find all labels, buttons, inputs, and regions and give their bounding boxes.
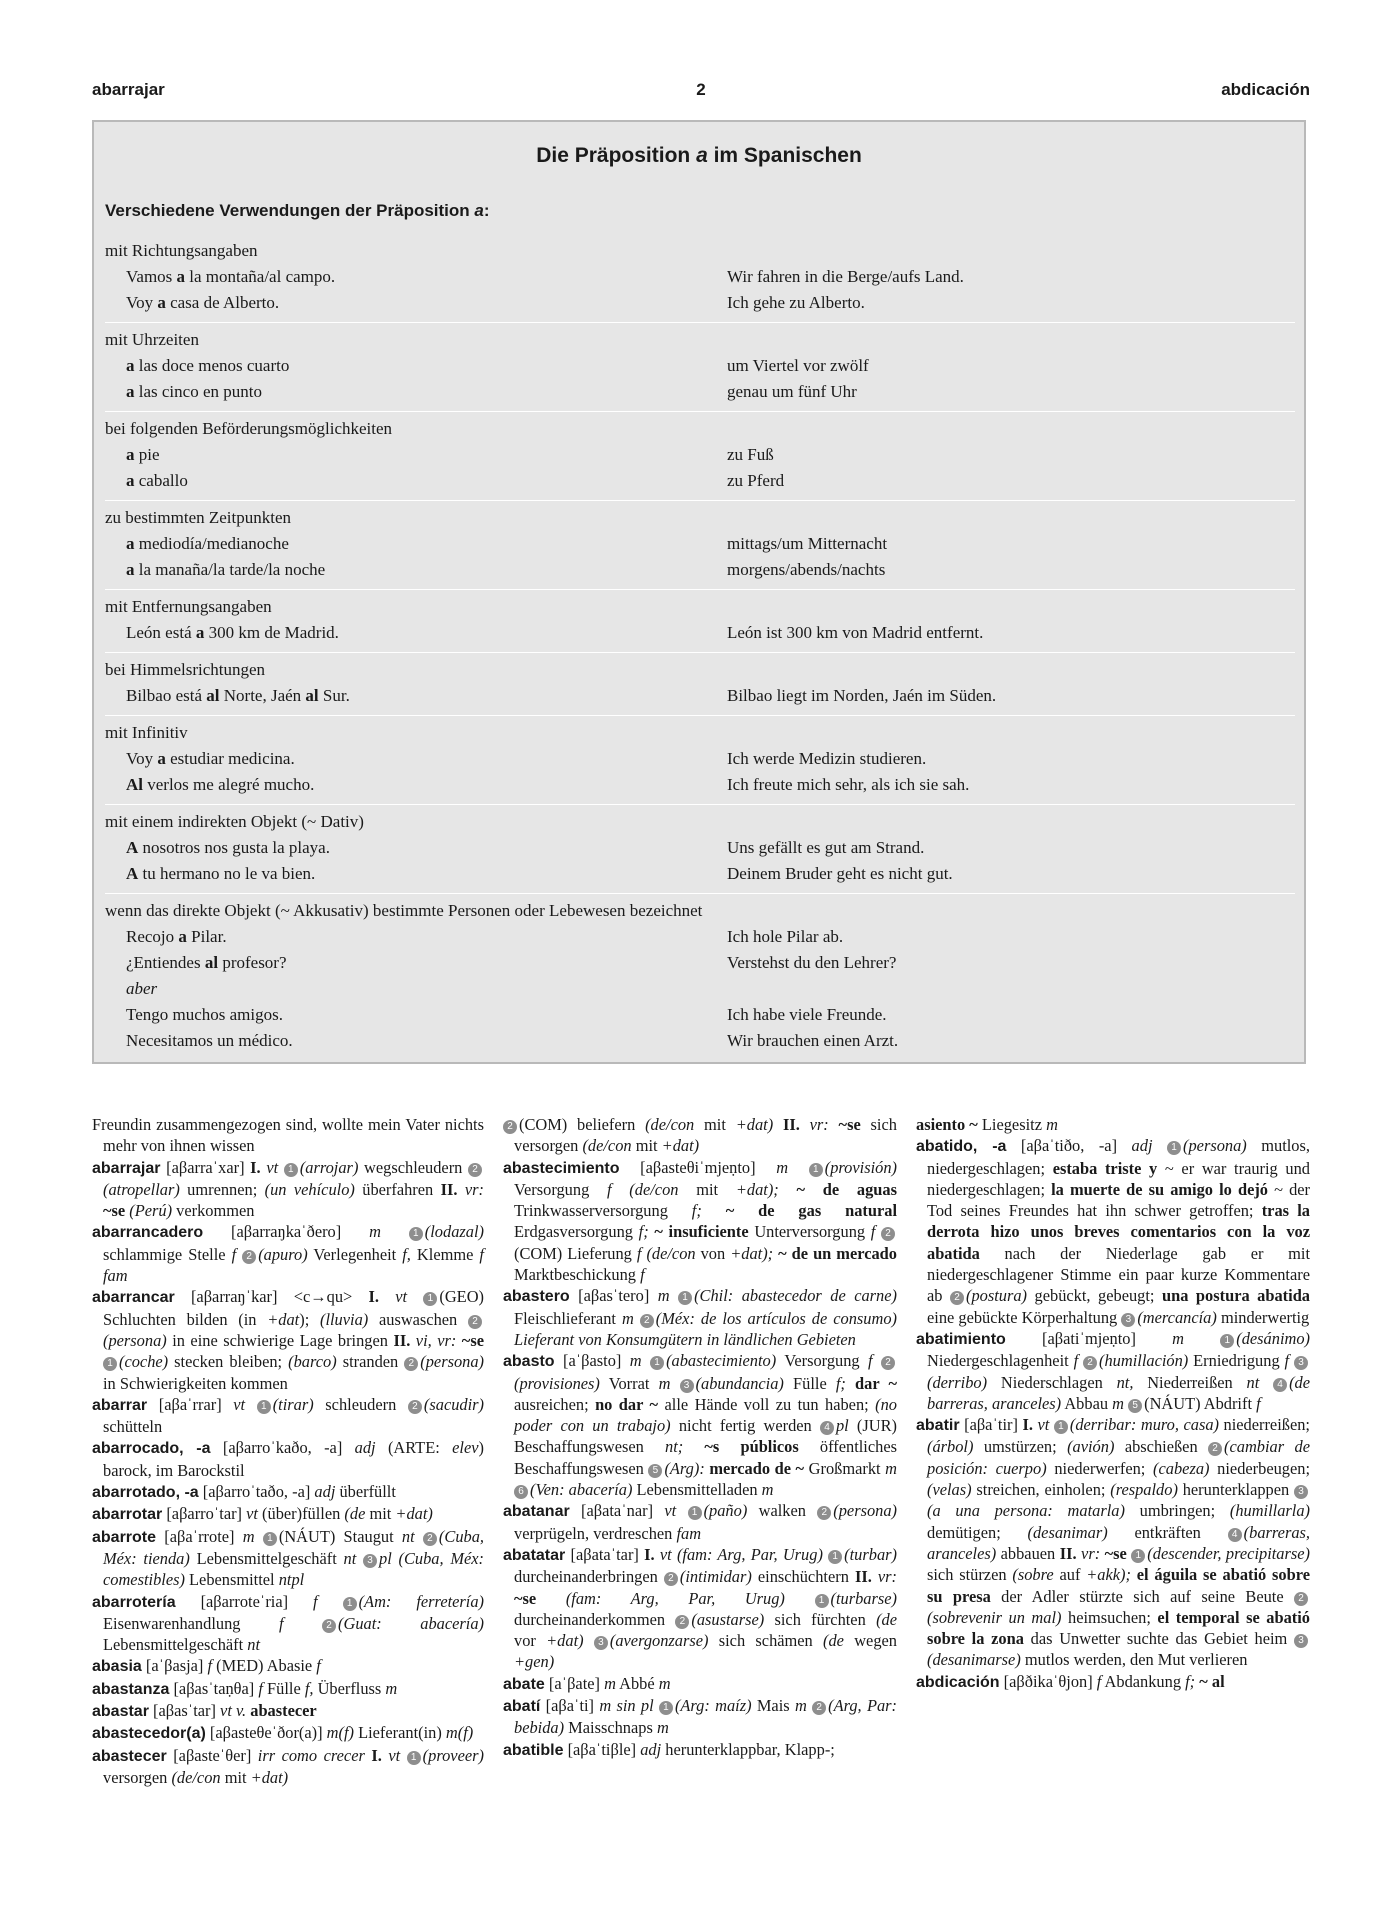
example-row <box>105 976 1295 1002</box>
dictionary-entry: abatatar [aβataˈtar] I. vt (fam: Arg, Par, Urug) 1 (turbar) durcheinanderbringen 2 (intimidar) einschüchtern II. vr: ~se (fam: Arg, Par, Urug) 1 (turbarse) durcheinanderkommen 2 (asustarse) sich fürchten (de vor +dat) 3 (avergonzarse) sich schämen (de wegen +gen) <box>503 1544 897 1672</box>
german-translation: Deinem Bruder geht es nicht gut. <box>727 864 953 883</box>
german-translation: Ich hole Pilar ab. <box>727 927 844 946</box>
dictionary-entry: 2 (COM) beliefern (de/con mit +dat) II. vr: ~se sich versorgen (de/con mit +dat) <box>503 1114 897 1157</box>
dictionary-entry: abatanar [aβataˈnar] vt 1 (paño) walken 2 (persona) verprügeln, verdreschen fam <box>503 1501 898 1543</box>
spanish-example: Necesitamos un médico. <box>126 1031 293 1050</box>
example-row <box>105 353 1295 379</box>
example-row <box>105 950 1295 976</box>
german-translation: Uns gefällt es gut am Strand. <box>727 838 925 857</box>
german-translation: Ich freute mich sehr, als ich sie sah. <box>727 775 970 794</box>
usage-group <box>105 893 1295 1054</box>
usage-heading: wenn das direkte Objekt (~ Akkusativ) bestimmte Personen oder Lebewesen bezeichnet <box>105 901 703 920</box>
german-translation: mittags/um Mitternacht <box>727 534 888 553</box>
usage-group <box>105 715 1295 798</box>
example-row <box>105 290 1295 316</box>
spanish-example: León está a 300 km de Madrid. <box>126 623 339 642</box>
usage-heading: mit einem indirekten Objekt (~ Dativ) <box>105 812 364 831</box>
dictionary-entry: abarrote [aβaˈrrote] m 1 (NÁUT) Staugut nt 2 (Cuba, Méx: tienda) Lebensmittelgeschäft nt 3 pl (Cuba, Méx: comestibles) Lebensmittel ntpl <box>92 1526 484 1590</box>
dictionary-entry: abarrancadero [aβarraŋkaˈðero] m 1 (lodazal) schlammige Stelle f 2 (apuro) Verlegenheit f, Klemme f fam <box>92 1222 484 1286</box>
usage-heading: zu bestimmten Zeitpunkten <box>105 508 292 527</box>
dictionary-entry: abarrar [aβaˈrrar] vt 1 (tirar) schleudern 2 (sacudir) schütteln <box>92 1394 484 1437</box>
spanish-example: a la manaña/la tarde/la noche <box>126 560 326 579</box>
example-row <box>105 557 1295 583</box>
dictionary-entry: abastecedor(a) [aβasteθeˈðor(a)] m(f) Lieferant(in) m(f) <box>92 1723 474 1743</box>
german-translation: Ich habe viele Freunde. <box>727 1005 887 1024</box>
german-translation: genau um fünf Uhr <box>727 382 857 401</box>
usage-heading: bei folgenden Beförderungsmöglichkeiten <box>105 419 393 438</box>
dictionary-entry: abastero [aβasˈtero] m 1 (Chil: abastecedor de carne) Fleischlieferant m 2 (Méx: de los artículos de consumo) Lieferant von Konsumgütern in ländlichen Gebieten <box>503 1286 897 1349</box>
example-row <box>105 379 1295 405</box>
spanish-example: ¿Entiendes al profesor? <box>126 953 287 972</box>
usage-group <box>105 411 1295 494</box>
dictionary-entry: abarrotar [aβarroˈtar] vt (über)füllen (de mit +dat) <box>92 1504 433 1524</box>
dictionary-entry: abastar [aβasˈtar] vt v. abastecer <box>92 1701 317 1721</box>
grammar-info-box <box>92 120 1306 1064</box>
german-translation: zu Pferd <box>727 471 785 490</box>
spanish-example: Recojo a Pilar. <box>126 927 227 946</box>
usage-group <box>105 234 1295 316</box>
dictionary-entry: abastecimiento [aβasteθiˈmjeṇto] m 1 (provisión) Versorgung f (de/con mit +dat); ~ de aguas Trinkwasserversorgung f; ~ de gas natural Erdgasversorgung f; ~ insuficiente Unterversorgung f 2(COM) Lieferung f (de/con von +dat); ~ de un mercado Marktbeschickung f <box>503 1157 898 1285</box>
usage-group <box>105 500 1295 583</box>
spanish-example: a pie <box>126 445 160 464</box>
german-translation: zu Fuß <box>727 445 774 464</box>
info-box-title: Die Präposition a im Spanischen <box>536 144 862 167</box>
german-translation: Verstehst du den Lehrer? <box>727 953 897 972</box>
example-row <box>105 468 1295 494</box>
usage-group <box>105 322 1295 405</box>
dictionary-entry: abatible [aβaˈtiβle] adj herunterklappbar, Klapp-; <box>503 1739 835 1759</box>
dictionary-entry: asiento ~ Liegesitz m <box>916 1115 1058 1134</box>
example-row <box>105 683 1295 709</box>
dictionary-entry: abasto [aˈβasto] m 1 (abastecimiento) Versorgung f 2(provisiones) Vorrat m 3 (abundancia) Fülle f; dar ~ ausreichen; no dar ~ alle Hände voll zu tun haben; (no poder con un trabajo) nicht fertig werden 4 pl (JUR) Beschaffungswesen nt; ~s públicos öffentliches Beschaffungswesen 5 (Arg): mercado de ~ Großmarkt m 6 (Ven: abacería) Lebensmittelladen m <box>503 1351 898 1500</box>
usage-heading: mit Entfernungsangaben <box>105 597 272 616</box>
page-number: 2 <box>696 80 706 99</box>
spanish-example: a caballo <box>126 471 188 490</box>
dictionary-entry: abarrotería [aβarroteˈria] f 1 (Am: ferretería) Eisenwarenhandlung f 2 (Guat: abacería) Lebensmittelgeschäft nt <box>92 1591 485 1655</box>
german-translation: Bilbao liegt im Norden, Jaén im Süden. <box>727 686 997 705</box>
spanish-example: a las cinco en punto <box>126 382 262 401</box>
spanish-example: A tu hermano no le va bien. <box>126 864 316 883</box>
spanish-example: aber <box>126 979 158 998</box>
usage-group <box>105 804 1295 887</box>
usage-heading: mit Infinitiv <box>105 723 188 742</box>
usage-heading: mit Uhrzeiten <box>105 330 199 349</box>
dictionary-entry: abatimiento [aβatiˈmjeṇto] m 1 (desánimo) Niedergeschlagenheit f 2 (humillación) Erniedrigung f 3(derribo) Niederschlagen nt, Niederreißen nt 4 (de barreras, aranceles) Abbau m 5 (NÁUT) Abdrift f <box>916 1328 1310 1413</box>
example-row <box>105 531 1295 557</box>
example-row <box>105 746 1295 772</box>
dictionary-entry: Freundin zusammengezogen sind, wollte mein Vater nichts mehr von ihnen wissen <box>92 1115 484 1156</box>
example-row <box>105 1002 1295 1028</box>
example-row <box>105 924 1295 950</box>
dictionary-entry: abate [aˈβate] m Abbé m <box>503 1673 671 1693</box>
dictionary-entry: abasia [aˈβasja] f (MED) Abasie f <box>92 1656 321 1676</box>
dictionary-entry: abarrajar [aβarraˈxar] I. vt 1 (arrojar) wegschleudern 2(atropellar) umrennen; (un vehículo) überfahren II. vr: ~se (Perú) verkommen <box>92 1157 484 1221</box>
german-translation: Ich werde Medizin studieren. <box>727 749 927 768</box>
usage-groups <box>105 234 1295 1060</box>
spanish-example: Tengo muchos amigos. <box>126 1005 283 1024</box>
first-headword: abarrajar <box>92 80 165 99</box>
column-1 <box>92 1114 484 1788</box>
dictionary-entry: abdicación [aβðikaˈθjon] f Abdankung f; ~ al <box>916 1671 1225 1691</box>
spanish-example: a mediodía/medianoche <box>126 534 289 553</box>
usage-group <box>105 589 1295 646</box>
spanish-example: Bilbao está al Norte, Jaén al Sur. <box>126 686 350 705</box>
dictionary-entry: abatido, -a [aβaˈtiðo, -a] adj 1 (persona) mutlos, niedergeschlagen; estaba triste y ~ er war traurig und niedergeschlagen; la muerte de su amigo lo dejó ~ der Tod seines Freundes hat ihn schwer getroffen; tras la derrota hizo unos breves comentarios con la voz abatida nach der Niederlage gab er mit niedergeschlagener Stimme ein paar kurze Kommentare ab 2 (postura) gebückt, gebeugt; una postura abatida eine gebückte Körperhaltung 3 (mercancía) minderwertig <box>916 1136 1311 1327</box>
usage-heading: bei Himmelsrichtungen <box>105 660 266 679</box>
usage-group <box>105 652 1295 709</box>
example-row <box>105 835 1295 861</box>
german-translation: morgens/abends/nachts <box>727 560 886 579</box>
running-header <box>92 80 1310 102</box>
dictionary-entry: abatí [aβaˈti] m sin pl 1 (Arg: maíz) Mais m 2 (Arg, Par: bebida) Maisschnaps m <box>503 1696 897 1738</box>
german-translation: um Viertel vor zwölf <box>727 356 869 375</box>
column-3 <box>916 1114 1310 1693</box>
dictionary-entry: abarrocado, -a [aβarroˈkaðo, -a] adj (ARTE: elev) barock, im Barockstil <box>92 1438 484 1480</box>
german-translation: Wir fahren in die Berge/aufs Land. <box>727 267 964 286</box>
dictionary-entry: abarrotado, -a [aβarroˈtaðo, -a] adj überfüllt <box>92 1482 396 1502</box>
dictionary-entry: abarrancar [aβarraŋˈkar] <c→qu> I. vt 1 (GEO) Schluchten bilden (in +dat); (lluvia) auswaschen 2(persona) in eine schwierige Lage bringen II. vi, vr: ~se 1 (coche) stecken bleiben; (barco) stranden 2 (persona) in Schwierigkeiten kommen <box>92 1287 484 1393</box>
german-translation: Wir brauchen einen Arzt. <box>727 1031 899 1050</box>
spanish-example: Al verlos me alegré mucho. <box>126 775 315 794</box>
spanish-example: a las doce menos cuarto <box>126 356 290 375</box>
dictionary-entry: abastanza [aβasˈtaṇθa] f Fülle f, Überfluss m <box>92 1678 398 1698</box>
dictionary-entry: abatir [aβaˈtir] I. vt 1 (derribar: muro, casa) niederreißen; (árbol) umstürzen; (avión) abschießen 2 (cambiar de posición: cuerpo) niederwerfen; (cabeza) niederbeugen; (velas) streichen, einholen; (respaldo) herunterklappen 3(a una persona: matarla) umbringen; (humillarla) demütigen; (desanimar) entkräften 4 (barreras, aranceles) abbauen II. vr: ~se 1 (descender, precipitarse) sich stürzen (sobre auf +akk); el águila se abatió sobre su presa der Adler stürzte sich auf seine Beute 2(sobrevenir un mal) heimsuchen; el temporal se abatió sobre la zona das Unwetter suchte das Gebiet heim 3(desanimarse) mutlos werden, den Mut verlieren <box>916 1415 1311 1670</box>
example-row <box>105 620 1295 646</box>
german-translation: León ist 300 km von Madrid entfernt. <box>727 623 984 642</box>
usage-heading: mit Richtungsangaben <box>105 241 258 260</box>
spanish-example: Voy a casa de Alberto. <box>126 293 280 312</box>
example-row <box>105 442 1295 468</box>
example-row <box>105 861 1295 887</box>
example-row <box>105 1028 1295 1054</box>
example-row <box>105 264 1295 290</box>
dictionary-entry: abastecer [aβasteˈθer] irr como crecer I. vt 1 (proveer) versorgen (de/con mit +dat) <box>92 1745 484 1787</box>
info-box-subtitle: Verschiedene Verwendungen der Präposition a: <box>105 201 490 220</box>
last-headword: abdicación <box>1221 80 1310 99</box>
german-translation: Ich gehe zu Alberto. <box>727 293 865 312</box>
spanish-example: Vamos a la montaña/al campo. <box>126 267 336 286</box>
spanish-example: A nosotros nos gusta la playa. <box>126 838 330 857</box>
example-row <box>105 772 1295 798</box>
spanish-example: Voy a estudiar medicina. <box>126 749 295 768</box>
column-2 <box>503 1114 897 1761</box>
